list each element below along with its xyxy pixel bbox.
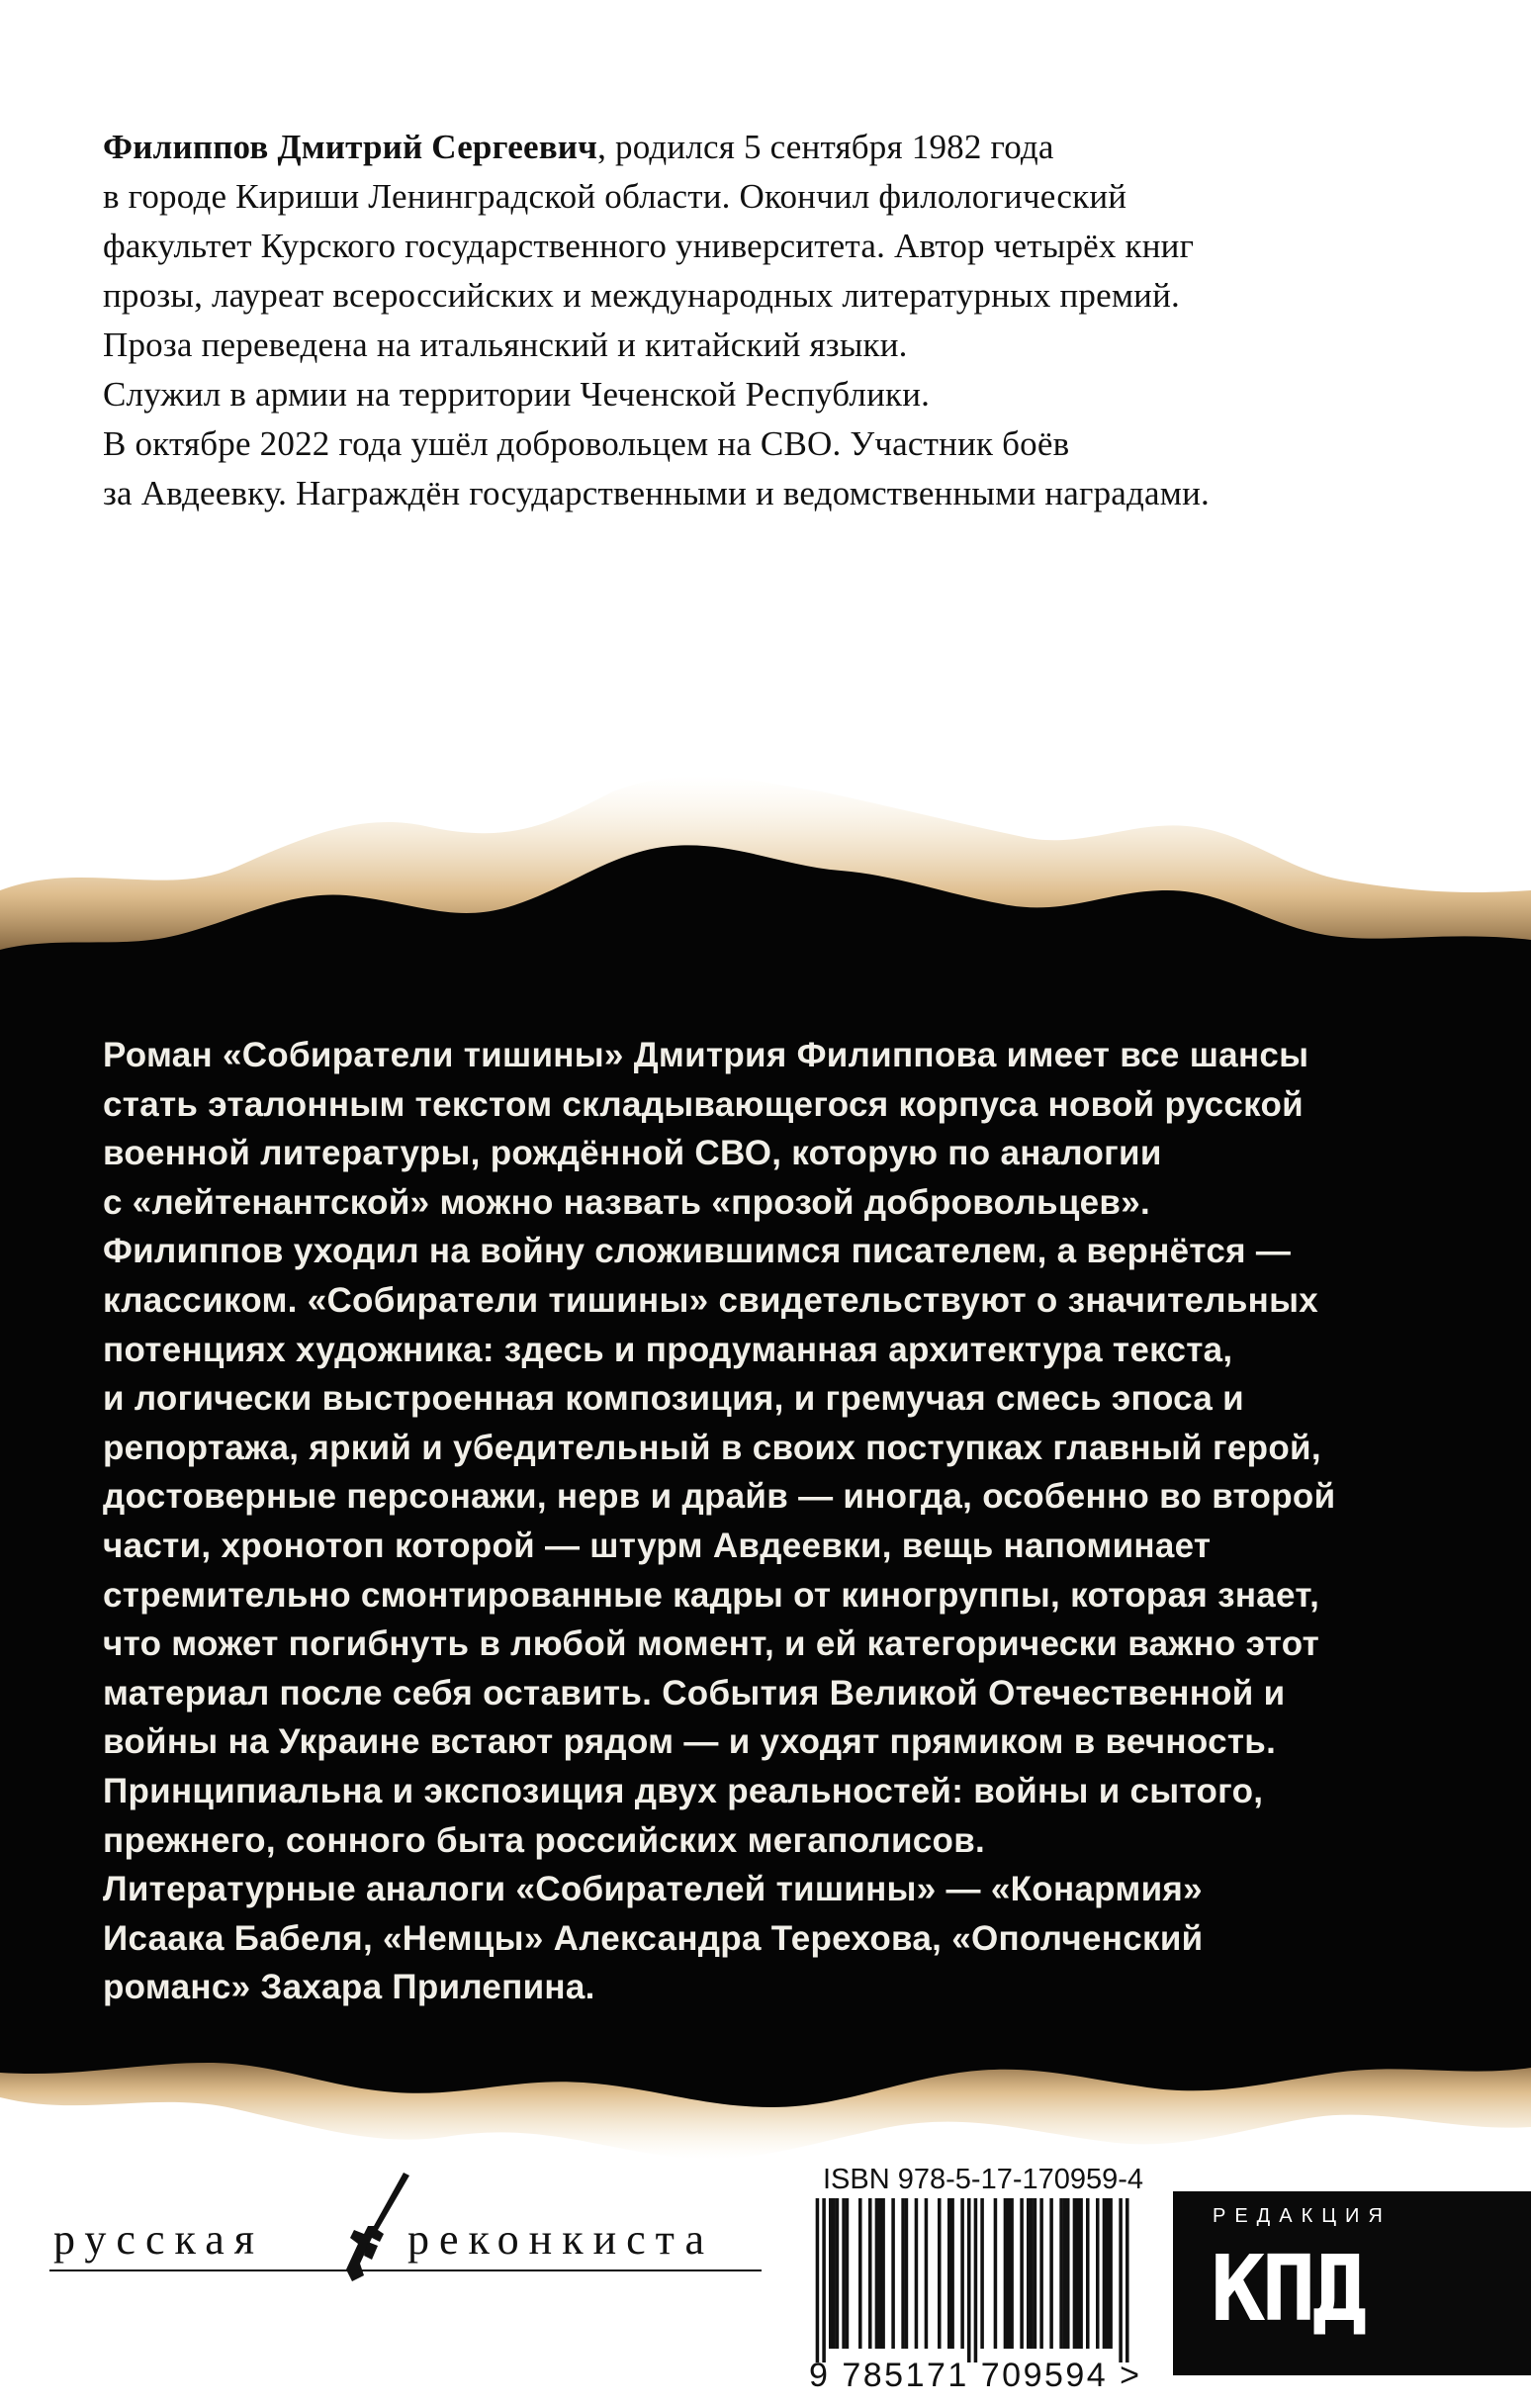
barcode-bar — [1119, 2198, 1123, 2362]
barcode-bar — [1103, 2198, 1107, 2349]
isbn-label: ISBN 978-5-17-170959-4 — [823, 2164, 1144, 2195]
book-review — [103, 1031, 1448, 2012]
review-line: стремительно смонтированные кадры от киногруппы, которая знает, — [103, 1575, 1320, 1615]
series-logo — [49, 2206, 762, 2295]
review-line: романс» Захара Прилепина. — [103, 1968, 595, 2007]
barcode-bar — [960, 2198, 964, 2349]
review-line: военной литературы, рождённой СВО, которую по аналогии — [103, 1134, 1162, 1173]
review-line: материал после себя оставить. События Великой Отечественной и — [103, 1673, 1286, 1713]
review-line: с «лейтенантской» можно назвать «прозой добровольцев». — [103, 1182, 1151, 1222]
barcode-bar — [891, 2198, 895, 2349]
review-line: репортажа, яркий и убедительный в своих поступках главный герой, — [103, 1428, 1321, 1467]
barcode-bar — [836, 2198, 840, 2349]
review-line: Роман «Собиратели тишины» Дмитрия Филиппова имеет все шансы — [103, 1036, 1309, 1074]
bio-line: Служил в армии на территории Чеченской Республики. — [103, 375, 931, 414]
barcode-bar — [1096, 2198, 1100, 2349]
review-line: классиком. «Собиратели тишины» свидетельствуют о значительных — [103, 1280, 1319, 1320]
review-line: прежнего, сонного быта российских мегаполисов. — [103, 1820, 986, 1860]
publisher-logo — [1173, 2191, 1531, 2375]
barcode-bar — [1030, 2198, 1034, 2349]
barcode-bar — [901, 2198, 905, 2349]
publisher-mark: КПД — [1211, 2236, 1364, 2342]
barcode-bar — [1063, 2198, 1067, 2349]
bio-line: В октябре 2022 года ушёл добровольцем на СВО. Участник боёв — [103, 424, 1070, 463]
barcode-bar — [1066, 2198, 1070, 2349]
bio-line: факультет Курского государственного университета. Автор четырёх книг — [103, 227, 1195, 265]
review-line: части, хронотоп которой — штурм Авдеевки, вещь напоминает — [103, 1526, 1212, 1565]
barcode-bar — [1020, 2198, 1024, 2349]
barcode-bar — [842, 2198, 846, 2349]
barcode-bar — [846, 2198, 850, 2349]
barcode-bar — [1059, 2198, 1063, 2349]
barcode-bar — [925, 2198, 929, 2349]
barcode-bar — [878, 2198, 882, 2349]
barcode-bar — [1004, 2198, 1008, 2349]
review-line: что может погибнуть в любой момент, и ей категорически важно этот — [103, 1624, 1320, 1664]
barcode-bar — [829, 2198, 833, 2349]
barcode-bar — [858, 2198, 862, 2349]
barcode-bar — [905, 2198, 909, 2349]
barcode-bar — [822, 2198, 826, 2362]
barcode-bar — [816, 2198, 820, 2362]
review-line: и логически выстроенная композиция, и гремучая смесь эпоса и — [103, 1379, 1244, 1419]
barcode-bar — [1034, 2198, 1037, 2349]
ean-barcode — [809, 2198, 1135, 2372]
barcode-bar — [1109, 2198, 1113, 2349]
barcode-bar — [832, 2198, 836, 2349]
series-word-1: русская — [53, 2215, 264, 2264]
barcode-bar — [947, 2198, 951, 2349]
bio-line: в городе Кириши Ленинградской области. Окончил филологический — [103, 177, 1127, 216]
review-line: войны на Украине встают рядом — и уходят прямиком в вечность. — [103, 1722, 1277, 1762]
review-line: Принципиальна и экспозиция двух реальностей: войны и сытого, — [103, 1771, 1264, 1810]
review-line: Филиппов уходил на войну сложившимся писателем, а вернётся — — [103, 1232, 1292, 1271]
bio-line: прозы, лауреат всероссийских и международных литературных премий. — [103, 276, 1180, 315]
barcode-digits: 9 785171 709594 > — [809, 2357, 1142, 2394]
barcode-bar — [1106, 2198, 1110, 2349]
barcode-bar — [967, 2198, 971, 2362]
publisher-label: РЕДАКЦИЯ — [1213, 2205, 1392, 2227]
bio-line: за Авдеевку. Награждён государственными и ведомственными наградами. — [103, 474, 1210, 512]
author-bio — [103, 123, 1389, 518]
review-line: Литературные аналоги «Собирателей тишины» — «Конармия» — [103, 1870, 1203, 1909]
review-line: потенциях художника: здесь и продуманная архитектура текста, — [103, 1330, 1233, 1369]
barcode-bar — [1039, 2198, 1043, 2349]
barcode-bar — [1010, 2198, 1014, 2349]
barcode-bar — [994, 2198, 998, 2349]
barcode-bar — [915, 2198, 919, 2349]
barcode-bar — [1126, 2198, 1129, 2362]
barcode-bar — [938, 2198, 942, 2349]
rifle-icon — [338, 2173, 417, 2283]
barcode-bar — [1049, 2198, 1053, 2349]
series-underline — [49, 2269, 762, 2271]
barcode-bar — [1007, 2198, 1011, 2349]
bio-line: Филиппов Дмитрий Сергеевич, родился 5 сентября 1982 года — [103, 128, 1054, 166]
barcode-bar — [1079, 2198, 1083, 2349]
review-line: стать эталонным текстом складывающегося корпуса новой русской — [103, 1084, 1304, 1124]
barcode-bar — [881, 2198, 885, 2349]
barcode-bar — [1027, 2198, 1031, 2349]
bio-line: Проза переведена на итальянский и китайский языки. — [103, 325, 908, 364]
barcode-bar — [1086, 2198, 1090, 2349]
barcode-bar — [868, 2198, 872, 2349]
barcode-bar — [875, 2198, 879, 2349]
barcode-bar — [980, 2198, 984, 2349]
author-name: Филиппов Дмитрий Сергеевич — [103, 128, 598, 166]
barcode-bar — [950, 2198, 954, 2349]
review-line: достоверные персонажи, нерв и драйв — иногда, особенно во второй — [103, 1477, 1336, 1517]
series-word-2: реконкиста — [407, 2215, 714, 2264]
barcode-bar — [974, 2198, 978, 2362]
review-line: Исаака Бабеля, «Немцы» Александра Терехова, «Ополченский — [103, 1918, 1204, 1958]
barcode-bar — [1076, 2198, 1080, 2349]
barcode-bar — [1073, 2198, 1077, 2349]
